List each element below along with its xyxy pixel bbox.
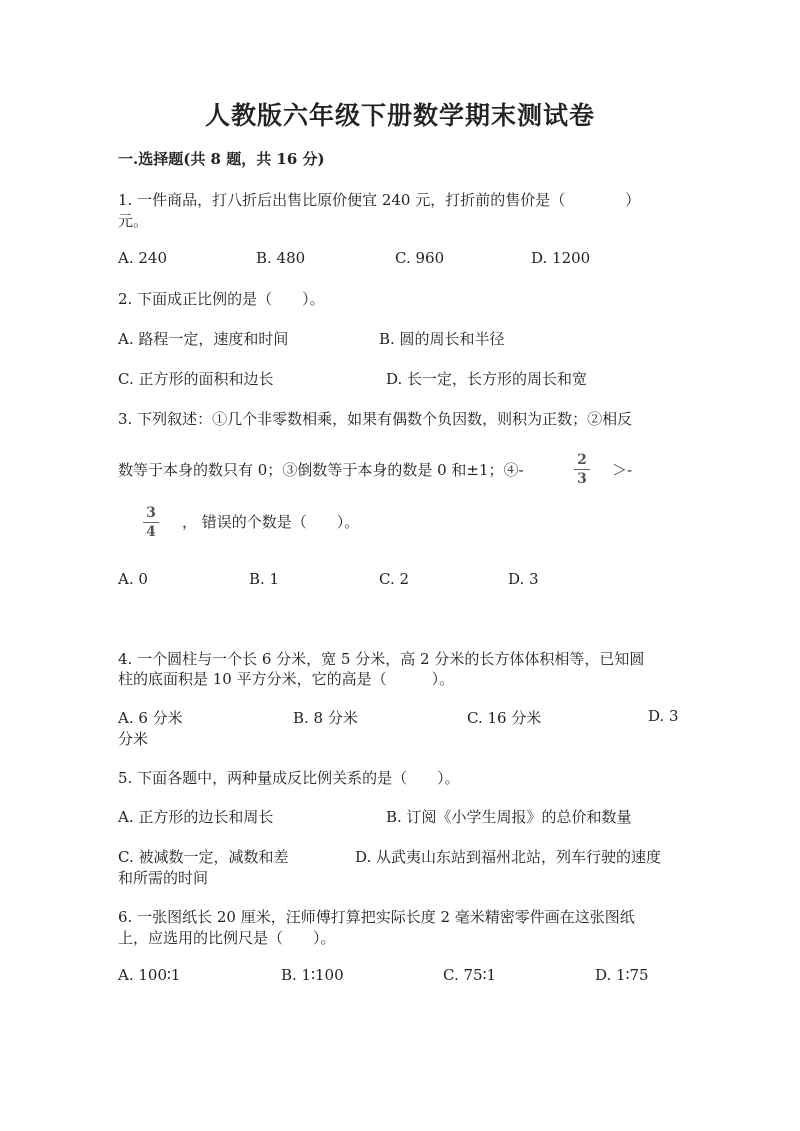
q6-stem-line1: 6. 一张图纸长 20 厘米，汪师傅打算把实际长度 2 毫米精密零件画在这张图纸: [118, 908, 635, 926]
q3-option-d: D. 3: [508, 570, 539, 588]
q5-stem: 5. 下面各题中，两种量成反比例关系的是（ ）。: [118, 769, 460, 787]
page-title: 人教版六年级下册数学期末测试卷: [204, 101, 595, 130]
q5-option-b: B. 订阅《小学生周报》的总价和数量: [386, 808, 632, 826]
q2-option-d: D. 长一定，长方形的周长和宽: [386, 370, 588, 388]
q4-stem-line1: 4. 一个圆柱与一个长 6 分米，宽 5 分米，高 2 分米的长方体体积相等，已知圆: [118, 650, 645, 668]
q4-option-b: B. 8 分米: [293, 709, 358, 727]
q4-option-d: D. 3: [648, 707, 679, 725]
q4-stem-line2: 柱的底面积是 10 平方分米，它的高是（ ）。: [118, 670, 455, 688]
q1-option-d: D. 1200: [531, 249, 591, 267]
q1-stem-line2: 元。: [118, 212, 149, 230]
q6-option-c: C. 75∶1: [443, 966, 497, 984]
q3-fraction-two-thirds: [574, 452, 590, 487]
q6-option-d: D. 1∶75: [595, 966, 649, 984]
fraction-bar: [574, 469, 590, 470]
q2-stem: 2. 下面成正比例的是（ ）。: [118, 290, 325, 308]
q3-stem-line2b: ＞-: [612, 461, 633, 479]
q5-option-a: A. 正方形的边长和周长: [118, 808, 274, 826]
q6-option-a: A. 100∶1: [118, 966, 181, 984]
fraction-denominator: 4: [146, 524, 156, 540]
q6-stem-line2: 上，应选用的比例尺是（ ）。: [118, 929, 336, 947]
q5-option-d: D. 从武夷山东站到福州北站，列车行驶的速度: [355, 848, 662, 866]
q4-option-c: C. 16 分米: [467, 709, 542, 727]
q3-stem-line1: 3. 下列叙述：①几个非零数相乘，如果有偶数个负因数，则积为正数；②相反: [118, 410, 633, 428]
fraction-bar: [143, 522, 159, 523]
section-heading: 一.选择题(共 8 题，共 16 分): [118, 150, 325, 168]
q4-option-a: A. 6 分米: [118, 709, 183, 727]
q2-option-c: C. 正方形的面积和边长: [118, 370, 274, 388]
fraction-numerator: 3: [146, 505, 156, 521]
q6-option-b: B. 1∶100: [281, 966, 344, 984]
q4-option-d-continued: 分米: [118, 730, 149, 748]
q5-option-c: C. 被减数一定，减数和差: [118, 848, 289, 866]
q1-stem-line1: 1. 一件商品，打八折后出售比原价便宜 240 元，打折前的售价是（ ）: [118, 191, 641, 209]
q3-fraction-three-quarters: [143, 505, 159, 540]
fraction-denominator: 3: [577, 471, 587, 487]
q1-option-a: A. 240: [118, 249, 167, 267]
q1-option-b: B. 480: [256, 249, 306, 267]
q3-option-a: A. 0: [118, 570, 148, 588]
fraction-numerator: 2: [577, 452, 587, 468]
q1-option-c: C. 960: [395, 249, 445, 267]
q3-stem-line2a: 数等于本身的数只有 0；③倒数等于本身的数是 0 和±1；④-: [118, 461, 524, 479]
q2-option-b: B. 圆的周长和半径: [379, 330, 505, 348]
q3-option-b: B. 1: [249, 570, 280, 588]
q3-option-c: C. 2: [379, 570, 410, 588]
q2-option-a: A. 路程一定，速度和时间: [118, 330, 289, 348]
q5-option-d-continued: 和所需的时间: [118, 869, 209, 887]
q3-stem-line3: ， 错误的个数是（ ）。: [182, 513, 360, 531]
